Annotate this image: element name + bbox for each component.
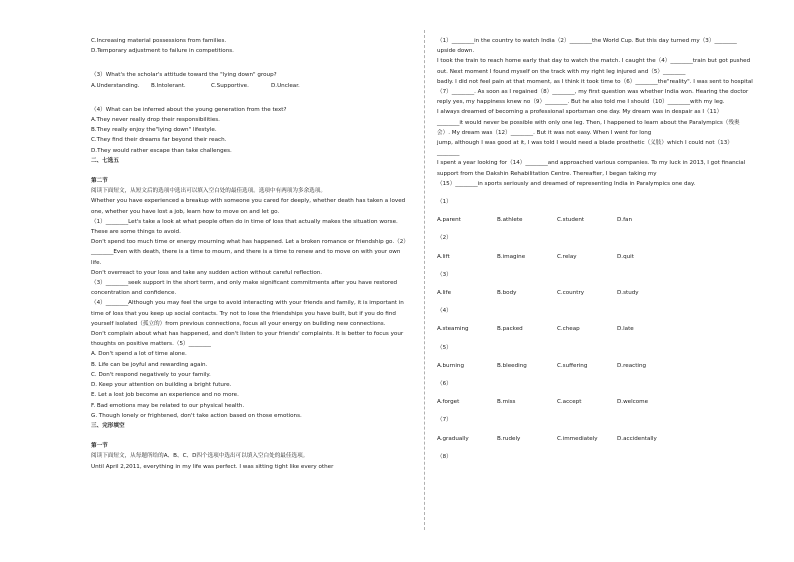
option: D.Unclear. <box>271 82 300 89</box>
passage-line: Until April 2,2011, everything in my life was perfect. I was sitting tight like every other <box>91 463 334 470</box>
option: C.suffering <box>557 362 588 369</box>
choice-line: E. Let a lost job become an experience and no more. <box>91 392 239 399</box>
passage-line: one, whether you have lost a job, learn how to move on and let go. <box>91 208 280 215</box>
option: D.accidentally <box>617 435 657 442</box>
choice-line: B. Life can be joyful and rewarding again. <box>91 361 208 368</box>
option: D.study <box>617 290 639 297</box>
passage-line: reply yes, my happiness knew no（9）________. But he also told me I should（10）________with my leg. <box>437 99 725 106</box>
instruction: 阅读下面短文，从短文后的选项中选出可以填入空白处的最佳选项。选项中有两项为多余选项。 <box>91 188 326 195</box>
option: B.bleeding <box>497 362 527 369</box>
passage-line: ________Even with death, there is a time to mourn, and there is a time to renew and to move on with your own <box>91 249 401 256</box>
option: C.relay <box>557 253 577 260</box>
option: C.student <box>557 217 585 224</box>
passage-line: Whether you have experienced a breakup with someone you cared for deeply, whether death has taken a loved <box>91 198 406 205</box>
option: D.quit <box>617 253 634 260</box>
passage-line: Don't complain about what has happened, and don't listen to your friends' complaints. It is better to focus your <box>91 331 404 338</box>
passage-line: I took the train to reach home early that day to watch the match. I caught the（4）________train but got pushed <box>437 58 751 65</box>
option: A.parent <box>437 217 461 224</box>
choice-line: A. Don't spend a lot of time alone. <box>91 351 187 358</box>
passage-line: upside down. <box>437 48 475 55</box>
question-stem: （3）What's the scholar's attitude toward the "lying down" group? <box>91 72 277 79</box>
choice-line: D. Keep your attention on building a bright future. <box>91 382 232 389</box>
option-row <box>437 215 770 225</box>
passage-line: （1）________in the country to watch India（2）________the World Cup. But this day turned my（3）________ <box>437 38 737 44</box>
option-row <box>437 397 770 407</box>
option: C.accept <box>557 399 582 406</box>
option: C.country <box>557 290 585 297</box>
passage-line: I always dreamed of becoming a professional sportsman one day. My dream was in despair as I（11） <box>437 109 723 116</box>
option: A.forget <box>437 399 460 406</box>
passage-line: （7）________. As soon as I regained（8）________, my first question was whether India won. Hearing the doctor <box>437 89 749 96</box>
question-number: （3） <box>437 271 452 278</box>
passage-line: Don't spend too much time or energy mourning what has happened. Let a broken romance or friendship go.（2） <box>91 239 409 246</box>
passage-line: life. <box>91 259 102 266</box>
passage-line: yourself isolated（孤立的）from previous connections, focus all your energy on building new connections. <box>91 320 386 327</box>
option: A.burning <box>437 362 464 369</box>
passage-line: badly. I did not feel pain at that moment, as I think it took time to（6）________the"reality". I was sent to hospital <box>437 78 753 85</box>
option: B.miss <box>497 399 516 406</box>
option-row <box>437 361 770 371</box>
option: B.Intolerant. <box>151 82 186 89</box>
option-line: A.They never really drop their responsibilities. <box>91 117 220 124</box>
option-row <box>437 252 770 262</box>
passage-line: ________ <box>437 150 460 157</box>
option-line: D.Temporary adjustment to failure in competitions. <box>91 48 234 55</box>
passage-line: （1）________Let's take a look at what people often do in time of loss that actually makes the situation worse. <box>91 218 398 225</box>
passage-line: thoughts on positive matters.（5）________ <box>91 341 211 348</box>
option-row <box>91 81 411 91</box>
part-title: 第一节 <box>91 443 108 450</box>
passage-line: support from the Dakshin Rehabilitation Centre. Thereafter, I began taking my <box>437 170 657 177</box>
option-line: D.They would rather escape than take challenges. <box>91 147 232 154</box>
passage-line: （15）________in sports seriously and dreamed of representing India in Paralympics one day. <box>437 180 696 187</box>
passage-line: （4）________Although you may feel the urge to avoid interacting with your friends and family, it is important in <box>91 300 404 307</box>
choice-line: C. Don't respond negatively to your family. <box>91 371 211 378</box>
option-row <box>437 324 770 334</box>
option: D.reacting <box>617 362 647 369</box>
question-number: （7） <box>437 417 452 424</box>
page-divider <box>424 30 425 530</box>
right-column <box>437 36 770 462</box>
option: A.life <box>437 290 452 297</box>
passage-line: time of loss that you keep up social contacts. Try not to lose the friendships you have built, but if you do find <box>91 310 396 317</box>
question-number: （5） <box>437 344 452 351</box>
choice-line: G. Though lonely or frightened, don't take action based on those emotions. <box>91 412 302 419</box>
option-line: C.They find their dreams far beyond their reach. <box>91 137 227 144</box>
option-line: B.They really enjoy the"lying down" lifestyle. <box>91 127 217 134</box>
question-number: （6） <box>437 381 452 388</box>
option-row <box>437 434 770 444</box>
passage-line: Don't overreact to your loss and take any sudden action without careful reflection. <box>91 269 323 276</box>
passage-line: jump, although I was good at it, I was told I would need a blade prosthetic（义肢）which I could not（13） <box>437 140 733 147</box>
passage-line: These are some things to avoid. <box>91 229 181 236</box>
option: A.steaming <box>437 326 469 333</box>
option: C.Supportive. <box>211 82 249 89</box>
option: D.welcome <box>617 399 649 406</box>
section-title: 二、七选五 <box>91 157 119 164</box>
choice-line: F. Bad emotions may be related to our physical health. <box>91 402 245 409</box>
passage-line: ________it would never be possible with only one leg. Then, I happened to learn about the Paralympics（残奥 <box>437 119 740 126</box>
question-number: （8） <box>437 453 452 460</box>
option: B.athlete <box>497 217 523 224</box>
option: A.gradually <box>437 435 469 442</box>
instruction: 阅读下面短文，从每题所给的A、B、C、D四个选项中选出可以填入空白处的最佳选项。 <box>91 453 309 460</box>
section-title: 三、完形填空 <box>91 422 125 429</box>
option: D.late <box>617 326 634 333</box>
option: D.fan <box>617 217 633 224</box>
option: C.immediately <box>557 435 598 442</box>
option-row <box>437 288 770 298</box>
option: C.cheap <box>557 326 580 333</box>
passage-line: out. Next moment I found myself on the track with my right leg injured and（5）________ <box>437 68 686 75</box>
passage-line: concentration and confidence. <box>91 290 177 297</box>
passage-line: 会）. My dream was（12）________. But it was not easy. When I went for long <box>437 129 652 136</box>
passage-line: （3）________seek support in the short term, and only make significant commitments after you have restored <box>91 280 398 287</box>
option-line: C.Increasing material possessions from families. <box>91 38 227 44</box>
question-number: （1） <box>437 199 452 206</box>
question-number: （2） <box>437 235 452 242</box>
option: B.body <box>497 290 517 297</box>
option: A.lift <box>437 253 450 260</box>
part-title: 第二节 <box>91 178 108 185</box>
option: A.Understanding. <box>91 82 140 89</box>
question-number: （4） <box>437 308 452 315</box>
option: B.packed <box>497 326 523 333</box>
left-column <box>91 36 411 472</box>
option: B.rudely <box>497 435 521 442</box>
question-stem: （4）What can be inferred about the young generation from the text? <box>91 106 287 113</box>
option: B.imagine <box>497 253 526 260</box>
passage-line: I spent a year looking for（14）________and approached various companies. To my luck in 2013, I got financial <box>437 160 746 167</box>
